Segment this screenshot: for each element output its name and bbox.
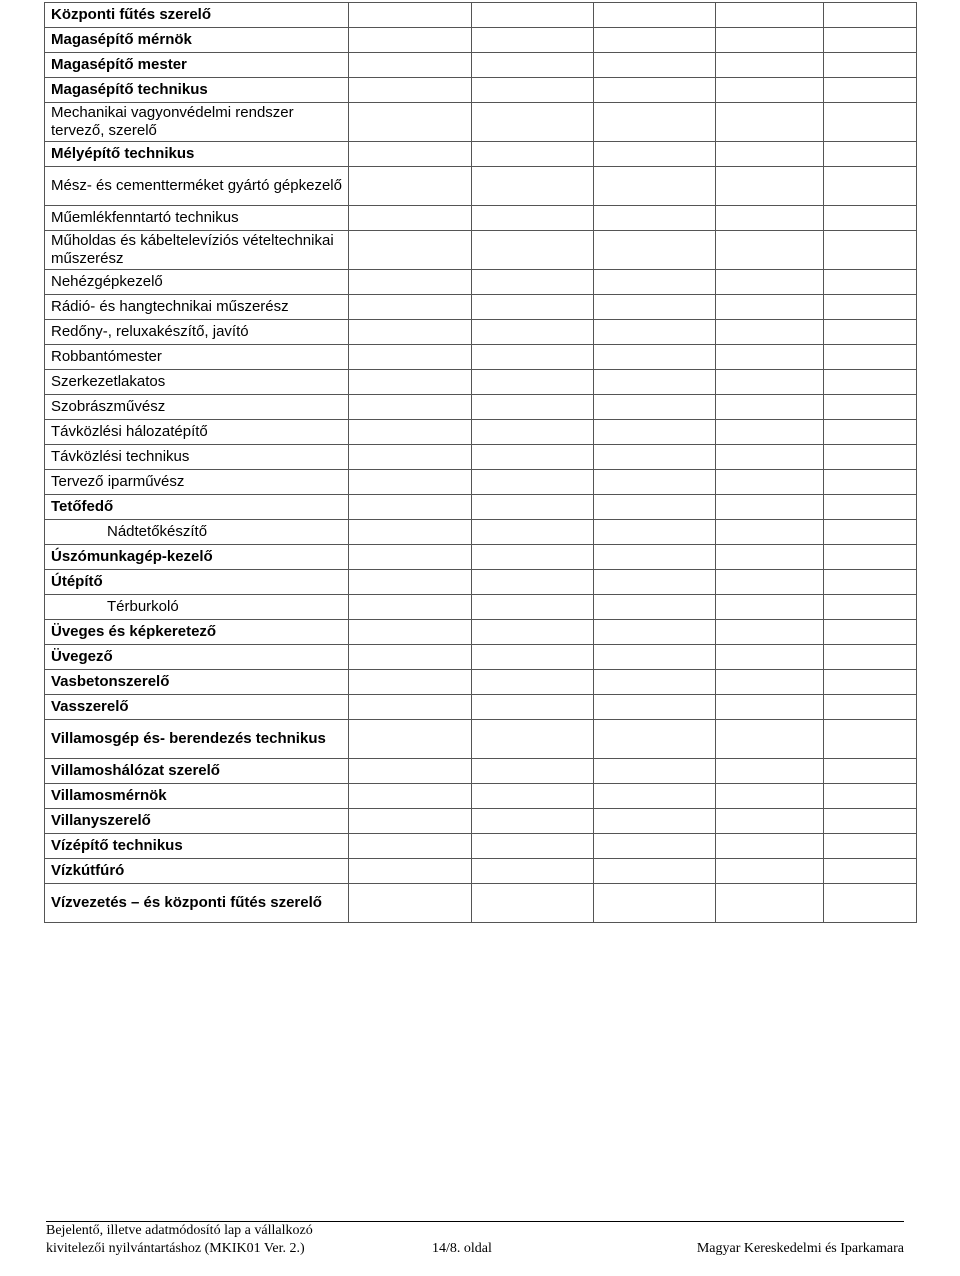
trade-name-cell: Magasépítő technikus: [45, 78, 349, 103]
empty-cell[interactable]: [349, 167, 471, 206]
empty-cell[interactable]: [716, 206, 824, 231]
empty-cell[interactable]: [471, 784, 593, 809]
empty-cell[interactable]: [716, 495, 824, 520]
footer-line-2: [46, 1240, 904, 1258]
trade-name-cell: Szobrászművész: [45, 395, 349, 420]
table-row: [45, 3, 917, 28]
trade-name-cell: Vasbetonszerelő: [45, 670, 349, 695]
empty-cell[interactable]: [716, 295, 824, 320]
empty-cell[interactable]: [593, 570, 715, 595]
empty-cell[interactable]: [349, 859, 471, 884]
empty-cell[interactable]: [593, 520, 715, 545]
empty-cell[interactable]: [716, 420, 824, 445]
empty-cell[interactable]: [716, 53, 824, 78]
empty-cell[interactable]: [593, 759, 715, 784]
trade-name-cell: Szerkezetlakatos: [45, 370, 349, 395]
empty-cell[interactable]: [593, 206, 715, 231]
empty-cell[interactable]: [471, 670, 593, 695]
empty-cell[interactable]: [471, 167, 593, 206]
empty-cell[interactable]: [593, 445, 715, 470]
empty-cell[interactable]: [349, 320, 471, 345]
empty-cell[interactable]: [471, 834, 593, 859]
empty-cell[interactable]: [471, 720, 593, 759]
table-row: [45, 759, 917, 784]
empty-cell[interactable]: [593, 595, 715, 620]
empty-cell[interactable]: [349, 670, 471, 695]
empty-cell[interactable]: [471, 595, 593, 620]
table-row: [45, 395, 917, 420]
empty-cell[interactable]: [349, 295, 471, 320]
empty-cell[interactable]: [471, 320, 593, 345]
table-row: [45, 231, 917, 270]
trade-name-cell: Rádió- és hangtechnikai műszerész: [45, 295, 349, 320]
empty-cell[interactable]: [716, 570, 824, 595]
empty-cell[interactable]: [593, 3, 715, 28]
empty-cell[interactable]: [471, 3, 593, 28]
table-row: [45, 142, 917, 167]
table-row: [45, 167, 917, 206]
empty-cell[interactable]: [349, 520, 471, 545]
empty-cell[interactable]: [593, 645, 715, 670]
empty-cell[interactable]: [349, 395, 471, 420]
empty-cell[interactable]: [349, 231, 471, 270]
table-row: [45, 370, 917, 395]
table-row: [45, 645, 917, 670]
empty-cell[interactable]: [593, 231, 715, 270]
trade-name-cell: Vízkútfúró: [45, 859, 349, 884]
trade-name-cell: Vízvezetés – és központi fűtés szerelő: [45, 884, 349, 923]
table-row: [45, 78, 917, 103]
empty-cell[interactable]: [593, 320, 715, 345]
empty-cell[interactable]: [349, 495, 471, 520]
empty-cell[interactable]: [716, 320, 824, 345]
empty-cell[interactable]: [593, 545, 715, 570]
trade-name-cell: Központi fűtés szerelő: [45, 3, 349, 28]
empty-cell[interactable]: [471, 78, 593, 103]
table-row: [45, 720, 917, 759]
table-row: [45, 206, 917, 231]
empty-cell[interactable]: [823, 695, 916, 720]
empty-cell[interactable]: [593, 270, 715, 295]
empty-cell[interactable]: [349, 595, 471, 620]
empty-cell[interactable]: [349, 370, 471, 395]
empty-cell[interactable]: [471, 270, 593, 295]
trade-name-cell: Üvegező: [45, 645, 349, 670]
empty-cell[interactable]: [716, 809, 824, 834]
empty-cell[interactable]: [716, 345, 824, 370]
empty-cell[interactable]: [716, 859, 824, 884]
empty-cell[interactable]: [823, 395, 916, 420]
empty-cell[interactable]: [823, 231, 916, 270]
empty-cell[interactable]: [716, 103, 824, 142]
empty-cell[interactable]: [349, 645, 471, 670]
trade-table: [44, 2, 917, 923]
empty-cell[interactable]: [716, 645, 824, 670]
table-row: [45, 695, 917, 720]
empty-cell[interactable]: [593, 670, 715, 695]
empty-cell[interactable]: [823, 720, 916, 759]
empty-cell[interactable]: [593, 884, 715, 923]
empty-cell[interactable]: [716, 270, 824, 295]
trade-name-cell: Villanyszerelő: [45, 809, 349, 834]
empty-cell[interactable]: [716, 78, 824, 103]
empty-cell[interactable]: [593, 53, 715, 78]
empty-cell[interactable]: [349, 142, 471, 167]
table-row: [45, 834, 917, 859]
empty-cell[interactable]: [471, 53, 593, 78]
trade-name-cell: Mélyépítő technikus: [45, 142, 349, 167]
empty-cell[interactable]: [349, 695, 471, 720]
table-row: [45, 345, 917, 370]
empty-cell[interactable]: [349, 270, 471, 295]
table-row: [45, 320, 917, 345]
empty-cell[interactable]: [593, 295, 715, 320]
trade-name-cell: Magasépítő mérnök: [45, 28, 349, 53]
empty-cell[interactable]: [471, 420, 593, 445]
empty-cell[interactable]: [593, 495, 715, 520]
empty-cell[interactable]: [716, 167, 824, 206]
empty-cell[interactable]: [716, 595, 824, 620]
empty-cell[interactable]: [823, 142, 916, 167]
empty-cell[interactable]: [349, 78, 471, 103]
table-row: [45, 295, 917, 320]
empty-cell[interactable]: [349, 53, 471, 78]
empty-cell[interactable]: [716, 231, 824, 270]
table-row: [45, 103, 917, 142]
empty-cell[interactable]: [471, 809, 593, 834]
empty-cell[interactable]: [471, 142, 593, 167]
empty-cell[interactable]: [471, 28, 593, 53]
trade-name-cell: Távközlési technikus: [45, 445, 349, 470]
empty-cell[interactable]: [349, 720, 471, 759]
trade-name-cell: Üveges és képkeretező: [45, 620, 349, 645]
empty-cell[interactable]: [716, 445, 824, 470]
trade-table-body: [45, 3, 917, 923]
empty-cell[interactable]: [349, 345, 471, 370]
trade-name-cell: Villamosgép és- berendezés technikus: [45, 720, 349, 759]
empty-cell[interactable]: [823, 28, 916, 53]
empty-cell[interactable]: [823, 759, 916, 784]
empty-cell[interactable]: [593, 420, 715, 445]
empty-cell[interactable]: [593, 695, 715, 720]
trade-name-cell: Tetőfedő: [45, 495, 349, 520]
table-row: [45, 884, 917, 923]
empty-cell[interactable]: [823, 295, 916, 320]
empty-cell[interactable]: [593, 784, 715, 809]
empty-cell[interactable]: [349, 834, 471, 859]
empty-cell[interactable]: [823, 859, 916, 884]
empty-cell[interactable]: [593, 103, 715, 142]
empty-cell[interactable]: [471, 570, 593, 595]
empty-cell[interactable]: [716, 834, 824, 859]
table-row: [45, 28, 917, 53]
empty-cell[interactable]: [716, 3, 824, 28]
empty-cell[interactable]: [716, 520, 824, 545]
empty-cell[interactable]: [823, 206, 916, 231]
empty-cell[interactable]: [593, 28, 715, 53]
empty-cell[interactable]: [823, 270, 916, 295]
trade-name-cell: Műemlékfenntartó technikus: [45, 206, 349, 231]
empty-cell[interactable]: [471, 520, 593, 545]
empty-cell[interactable]: [716, 670, 824, 695]
empty-cell[interactable]: [471, 295, 593, 320]
trade-name-cell: Mechanikai vagyonvédelmi rendszer tervező, szerelő: [45, 103, 349, 142]
empty-cell[interactable]: [471, 470, 593, 495]
empty-cell[interactable]: [349, 570, 471, 595]
empty-cell[interactable]: [349, 103, 471, 142]
empty-cell[interactable]: [823, 495, 916, 520]
table-row: [45, 545, 917, 570]
empty-cell[interactable]: [823, 78, 916, 103]
empty-cell[interactable]: [471, 495, 593, 520]
empty-cell[interactable]: [349, 28, 471, 53]
empty-cell[interactable]: [716, 695, 824, 720]
empty-cell[interactable]: [349, 470, 471, 495]
trade-name-cell: Úszómunkagép-kezelő: [45, 545, 349, 570]
table-row: [45, 270, 917, 295]
empty-cell[interactable]: [823, 570, 916, 595]
empty-cell[interactable]: [349, 445, 471, 470]
empty-cell[interactable]: [823, 809, 916, 834]
empty-cell[interactable]: [349, 545, 471, 570]
trade-name-cell: Villamosmérnök: [45, 784, 349, 809]
table-row: [45, 595, 917, 620]
table-row: [45, 859, 917, 884]
empty-cell[interactable]: [823, 784, 916, 809]
empty-cell[interactable]: [716, 142, 824, 167]
trade-name-cell: Magasépítő mester: [45, 53, 349, 78]
footer-organization: Magyar Kereskedelmi és Iparkamara: [696, 1241, 904, 1256]
empty-cell[interactable]: [823, 320, 916, 345]
empty-cell[interactable]: [471, 206, 593, 231]
trade-name-cell: Nádtetőkészítő: [45, 520, 349, 545]
empty-cell[interactable]: [471, 103, 593, 142]
empty-cell[interactable]: [349, 759, 471, 784]
trade-name-cell: Vasszerelő: [45, 695, 349, 720]
empty-cell[interactable]: [471, 884, 593, 923]
empty-cell[interactable]: [823, 470, 916, 495]
empty-cell[interactable]: [593, 834, 715, 859]
empty-cell[interactable]: [593, 167, 715, 206]
empty-cell[interactable]: [716, 884, 824, 923]
empty-cell[interactable]: [823, 595, 916, 620]
empty-cell[interactable]: [823, 167, 916, 206]
empty-cell[interactable]: [593, 78, 715, 103]
empty-cell[interactable]: [823, 520, 916, 545]
footer-form-name: kivitelezői nyilvántartáshoz (MKIK01 Ver. 2.): [46, 1241, 305, 1256]
empty-cell[interactable]: [349, 420, 471, 445]
empty-cell[interactable]: [593, 345, 715, 370]
table-row: [45, 670, 917, 695]
empty-cell[interactable]: [823, 445, 916, 470]
empty-cell[interactable]: [823, 53, 916, 78]
empty-cell[interactable]: [823, 345, 916, 370]
empty-cell[interactable]: [593, 142, 715, 167]
empty-cell[interactable]: [471, 445, 593, 470]
empty-cell[interactable]: [716, 784, 824, 809]
empty-cell[interactable]: [823, 420, 916, 445]
trade-name-cell: Műholdas és kábeltelevíziós vételtechnikai műszerész: [45, 231, 349, 270]
empty-cell[interactable]: [471, 345, 593, 370]
trade-name-cell: Robbantómester: [45, 345, 349, 370]
table-row: [45, 809, 917, 834]
footer-page-number: 14/8. oldal: [432, 1241, 492, 1256]
trade-name-cell: Villamoshálózat szerelő: [45, 759, 349, 784]
empty-cell[interactable]: [716, 370, 824, 395]
table-row: [45, 570, 917, 595]
trade-name-cell: Térburkoló: [45, 595, 349, 620]
footer-line-1: Bejelentő, illetve adatmódosító lap a vállalkozó: [46, 1223, 313, 1238]
empty-cell[interactable]: [471, 231, 593, 270]
empty-cell[interactable]: [823, 884, 916, 923]
empty-cell[interactable]: [716, 28, 824, 53]
empty-cell[interactable]: [471, 370, 593, 395]
trade-name-cell: Útépítő: [45, 570, 349, 595]
table-row: [45, 445, 917, 470]
empty-cell[interactable]: [471, 620, 593, 645]
empty-cell[interactable]: [593, 720, 715, 759]
trade-name-cell: Tervező iparművész: [45, 470, 349, 495]
table-row: [45, 420, 917, 445]
empty-cell[interactable]: [823, 620, 916, 645]
table-row: [45, 520, 917, 545]
empty-cell[interactable]: [823, 645, 916, 670]
empty-cell[interactable]: [823, 834, 916, 859]
empty-cell[interactable]: [471, 859, 593, 884]
empty-cell[interactable]: [716, 395, 824, 420]
empty-cell[interactable]: [593, 470, 715, 495]
empty-cell[interactable]: [823, 370, 916, 395]
table-row: [45, 784, 917, 809]
empty-cell[interactable]: [823, 670, 916, 695]
empty-cell[interactable]: [716, 545, 824, 570]
empty-cell[interactable]: [471, 695, 593, 720]
table-row: [45, 470, 917, 495]
empty-cell[interactable]: [471, 645, 593, 670]
empty-cell[interactable]: [593, 620, 715, 645]
page-footer: [46, 1221, 904, 1258]
empty-cell[interactable]: [823, 3, 916, 28]
empty-cell[interactable]: [716, 720, 824, 759]
trade-name-cell: Redőny-, reluxakészítő, javító: [45, 320, 349, 345]
empty-cell[interactable]: [349, 809, 471, 834]
empty-cell[interactable]: [593, 859, 715, 884]
empty-cell[interactable]: [716, 620, 824, 645]
empty-cell[interactable]: [471, 395, 593, 420]
trade-name-cell: Távközlési hálozatépítő: [45, 420, 349, 445]
trade-name-cell: Mész- és cementterméket gyártó gépkezelő: [45, 167, 349, 206]
empty-cell[interactable]: [716, 759, 824, 784]
empty-cell[interactable]: [349, 784, 471, 809]
table-row: [45, 495, 917, 520]
empty-cell[interactable]: [593, 395, 715, 420]
table-row: [45, 620, 917, 645]
empty-cell[interactable]: [349, 620, 471, 645]
empty-cell[interactable]: [593, 809, 715, 834]
empty-cell[interactable]: [349, 3, 471, 28]
empty-cell[interactable]: [823, 103, 916, 142]
empty-cell[interactable]: [471, 545, 593, 570]
empty-cell[interactable]: [349, 884, 471, 923]
trade-name-cell: Nehézgépkezelő: [45, 270, 349, 295]
trade-name-cell: Vízépítő technikus: [45, 834, 349, 859]
table-row: [45, 53, 917, 78]
empty-cell[interactable]: [823, 545, 916, 570]
empty-cell[interactable]: [471, 759, 593, 784]
empty-cell[interactable]: [716, 470, 824, 495]
empty-cell[interactable]: [349, 206, 471, 231]
empty-cell[interactable]: [593, 370, 715, 395]
